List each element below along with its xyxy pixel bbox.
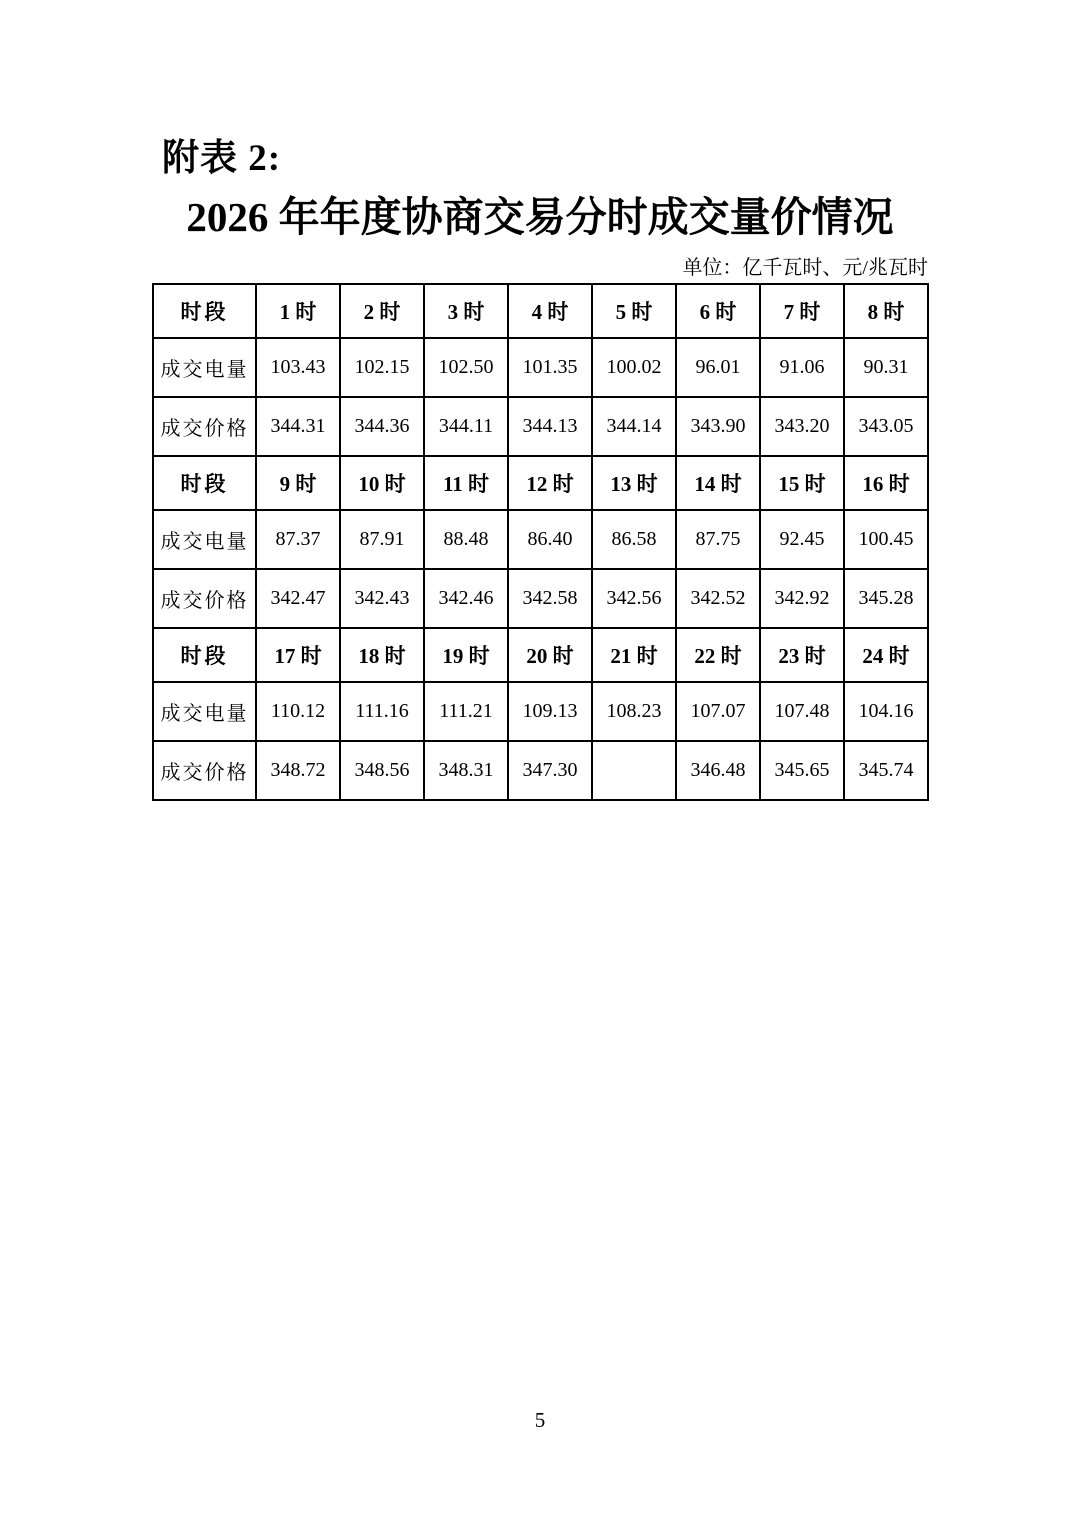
price-value: 342.47 bbox=[256, 569, 340, 628]
price-value: 342.46 bbox=[424, 569, 508, 628]
hour-header: 3 时 bbox=[424, 284, 508, 338]
price-value: 345.65 bbox=[760, 741, 844, 800]
hour-header: 4 时 bbox=[508, 284, 592, 338]
table-row-period-header-2 bbox=[153, 456, 928, 510]
volume-row-label: 成交电量 bbox=[153, 682, 256, 741]
hour-header: 15 时 bbox=[760, 456, 844, 510]
hour-header: 8 时 bbox=[844, 284, 928, 338]
hour-header: 17 时 bbox=[256, 628, 340, 682]
price-row-label: 成交价格 bbox=[153, 397, 256, 456]
volume-value: 87.75 bbox=[676, 510, 760, 569]
period-header-label: 时段 bbox=[153, 628, 256, 682]
price-value: 342.56 bbox=[592, 569, 676, 628]
price-value: 344.13 bbox=[508, 397, 592, 456]
volume-value: 101.35 bbox=[508, 338, 592, 397]
hourly-trade-table bbox=[152, 283, 929, 801]
volume-value: 102.50 bbox=[424, 338, 508, 397]
table-row-volume-2 bbox=[153, 510, 928, 569]
volume-value: 102.15 bbox=[340, 338, 424, 397]
hour-header: 2 时 bbox=[340, 284, 424, 338]
price-value: 348.72 bbox=[256, 741, 340, 800]
table-row-price-2 bbox=[153, 569, 928, 628]
appendix-label: 附表 2: bbox=[162, 138, 282, 179]
table-row-price-3 bbox=[153, 741, 928, 800]
volume-value: 107.48 bbox=[760, 682, 844, 741]
volume-value: 87.37 bbox=[256, 510, 340, 569]
volume-row-label: 成交电量 bbox=[153, 510, 256, 569]
volume-value: 103.43 bbox=[256, 338, 340, 397]
hour-header: 12 时 bbox=[508, 456, 592, 510]
table-row-period-header-3 bbox=[153, 628, 928, 682]
price-value: 342.52 bbox=[676, 569, 760, 628]
hour-header: 14 时 bbox=[676, 456, 760, 510]
hour-header: 6 时 bbox=[676, 284, 760, 338]
volume-value: 96.01 bbox=[676, 338, 760, 397]
hour-header: 10 时 bbox=[340, 456, 424, 510]
hour-header: 18 时 bbox=[340, 628, 424, 682]
volume-value: 90.31 bbox=[844, 338, 928, 397]
price-row-label: 成交价格 bbox=[153, 569, 256, 628]
volume-value: 110.12 bbox=[256, 682, 340, 741]
period-header-label: 时段 bbox=[153, 456, 256, 510]
price-value-empty bbox=[592, 741, 676, 800]
price-value: 344.36 bbox=[340, 397, 424, 456]
price-value: 343.20 bbox=[760, 397, 844, 456]
volume-value: 104.16 bbox=[844, 682, 928, 741]
volume-value: 92.45 bbox=[760, 510, 844, 569]
volume-value: 86.58 bbox=[592, 510, 676, 569]
price-row-label: 成交价格 bbox=[153, 741, 256, 800]
price-value: 344.11 bbox=[424, 397, 508, 456]
price-value: 342.58 bbox=[508, 569, 592, 628]
volume-value: 86.40 bbox=[508, 510, 592, 569]
volume-value: 108.23 bbox=[592, 682, 676, 741]
unit-note: 单位：亿千瓦时、元/兆瓦时 bbox=[682, 257, 928, 279]
hour-header: 13 时 bbox=[592, 456, 676, 510]
hour-header: 9 时 bbox=[256, 456, 340, 510]
hour-header: 21 时 bbox=[592, 628, 676, 682]
volume-value: 111.16 bbox=[340, 682, 424, 741]
volume-value: 100.45 bbox=[844, 510, 928, 569]
table-row-volume-3 bbox=[153, 682, 928, 741]
volume-value: 88.48 bbox=[424, 510, 508, 569]
price-value: 348.31 bbox=[424, 741, 508, 800]
volume-row-label: 成交电量 bbox=[153, 338, 256, 397]
hour-header: 5 时 bbox=[592, 284, 676, 338]
price-value: 345.74 bbox=[844, 741, 928, 800]
hour-header: 19 时 bbox=[424, 628, 508, 682]
price-value: 345.28 bbox=[844, 569, 928, 628]
volume-value: 109.13 bbox=[508, 682, 592, 741]
hour-header: 22 时 bbox=[676, 628, 760, 682]
price-value: 343.05 bbox=[844, 397, 928, 456]
price-value: 342.92 bbox=[760, 569, 844, 628]
price-value: 344.31 bbox=[256, 397, 340, 456]
price-value: 348.56 bbox=[340, 741, 424, 800]
table-row-period-header-1 bbox=[153, 284, 928, 338]
price-value: 347.30 bbox=[508, 741, 592, 800]
hour-header: 11 时 bbox=[424, 456, 508, 510]
volume-value: 87.91 bbox=[340, 510, 424, 569]
price-value: 346.48 bbox=[676, 741, 760, 800]
table-row-price-1 bbox=[153, 397, 928, 456]
price-value: 343.90 bbox=[676, 397, 760, 456]
hour-header: 16 时 bbox=[844, 456, 928, 510]
price-value: 342.43 bbox=[340, 569, 424, 628]
volume-value: 100.02 bbox=[592, 338, 676, 397]
volume-value: 107.07 bbox=[676, 682, 760, 741]
page-number: 5 bbox=[534, 1408, 546, 1432]
hour-header: 20 时 bbox=[508, 628, 592, 682]
volume-value: 91.06 bbox=[760, 338, 844, 397]
hour-header: 1 时 bbox=[256, 284, 340, 338]
page-title: 2026 年年度协商交易分时成交量价情况 bbox=[186, 194, 894, 240]
table-row-volume-1 bbox=[153, 338, 928, 397]
hour-header: 23 时 bbox=[760, 628, 844, 682]
volume-value: 111.21 bbox=[424, 682, 508, 741]
period-header-label: 时段 bbox=[153, 284, 256, 338]
hour-header: 24 时 bbox=[844, 628, 928, 682]
hour-header: 7 时 bbox=[760, 284, 844, 338]
price-value: 344.14 bbox=[592, 397, 676, 456]
